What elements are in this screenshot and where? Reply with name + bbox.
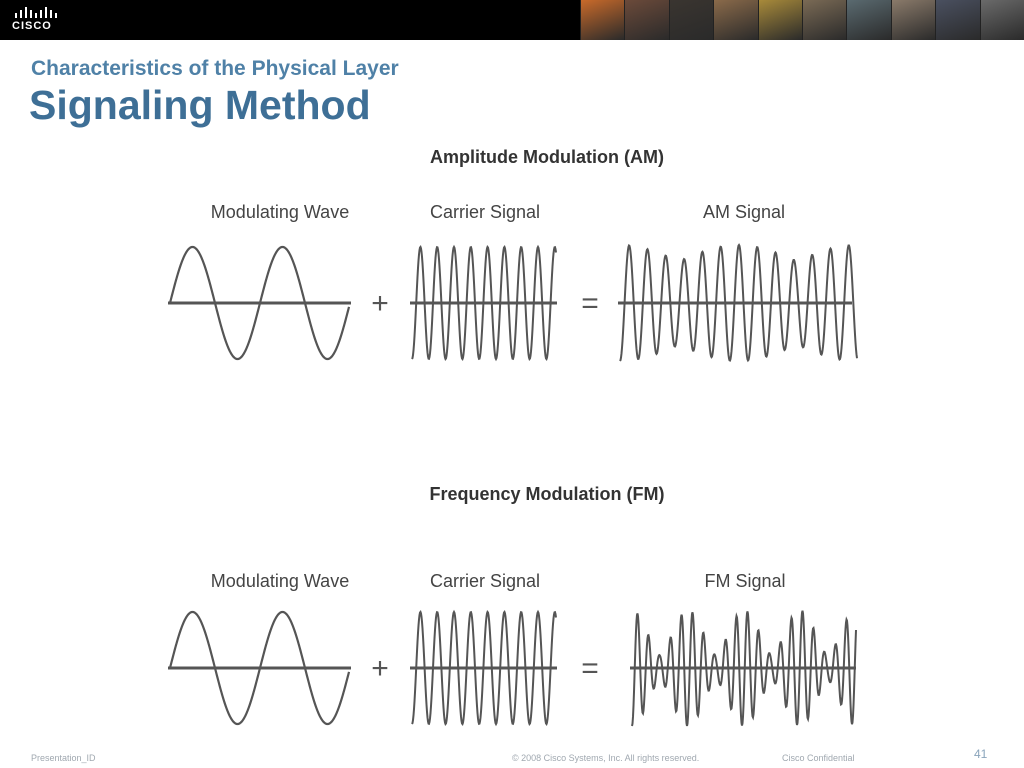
fm-equals-sign: = [581, 652, 599, 685]
am-equals-sign: = [581, 287, 599, 320]
am-row [168, 245, 857, 361]
fm-row [168, 611, 856, 726]
slide-subtitle: Characteristics of the Physical Layer [31, 57, 399, 80]
fm-modulating-label: Modulating Wave [210, 571, 350, 591]
am-carrier-label: Carrier Signal [429, 202, 541, 222]
am-modulating-label: Modulating Wave [210, 202, 350, 222]
fm-result-label: FM Signal [704, 571, 786, 591]
footer-confidential: Cisco Confidential [782, 753, 855, 763]
footer-presentation-id: Presentation_ID [31, 753, 96, 763]
am-plus-sign: + [371, 287, 389, 320]
fm-carrier-label: Carrier Signal [429, 571, 541, 591]
fm-carrier-wave [412, 612, 556, 724]
footer-copyright: © 2008 Cisco Systems, Inc. All rights reserved. [512, 753, 700, 763]
fm-section-title: Frequency Modulation (FM) [429, 484, 665, 504]
am-section-title: Amplitude Modulation (AM) [430, 147, 664, 167]
slide-title: Signaling Method [29, 82, 371, 128]
am-result-label: AM Signal [702, 202, 786, 222]
am-carrier-wave [412, 247, 556, 359]
cisco-logo-text: CISCO [12, 20, 52, 32]
page-number: 41 [974, 747, 988, 761]
fm-plus-sign: + [371, 652, 389, 685]
